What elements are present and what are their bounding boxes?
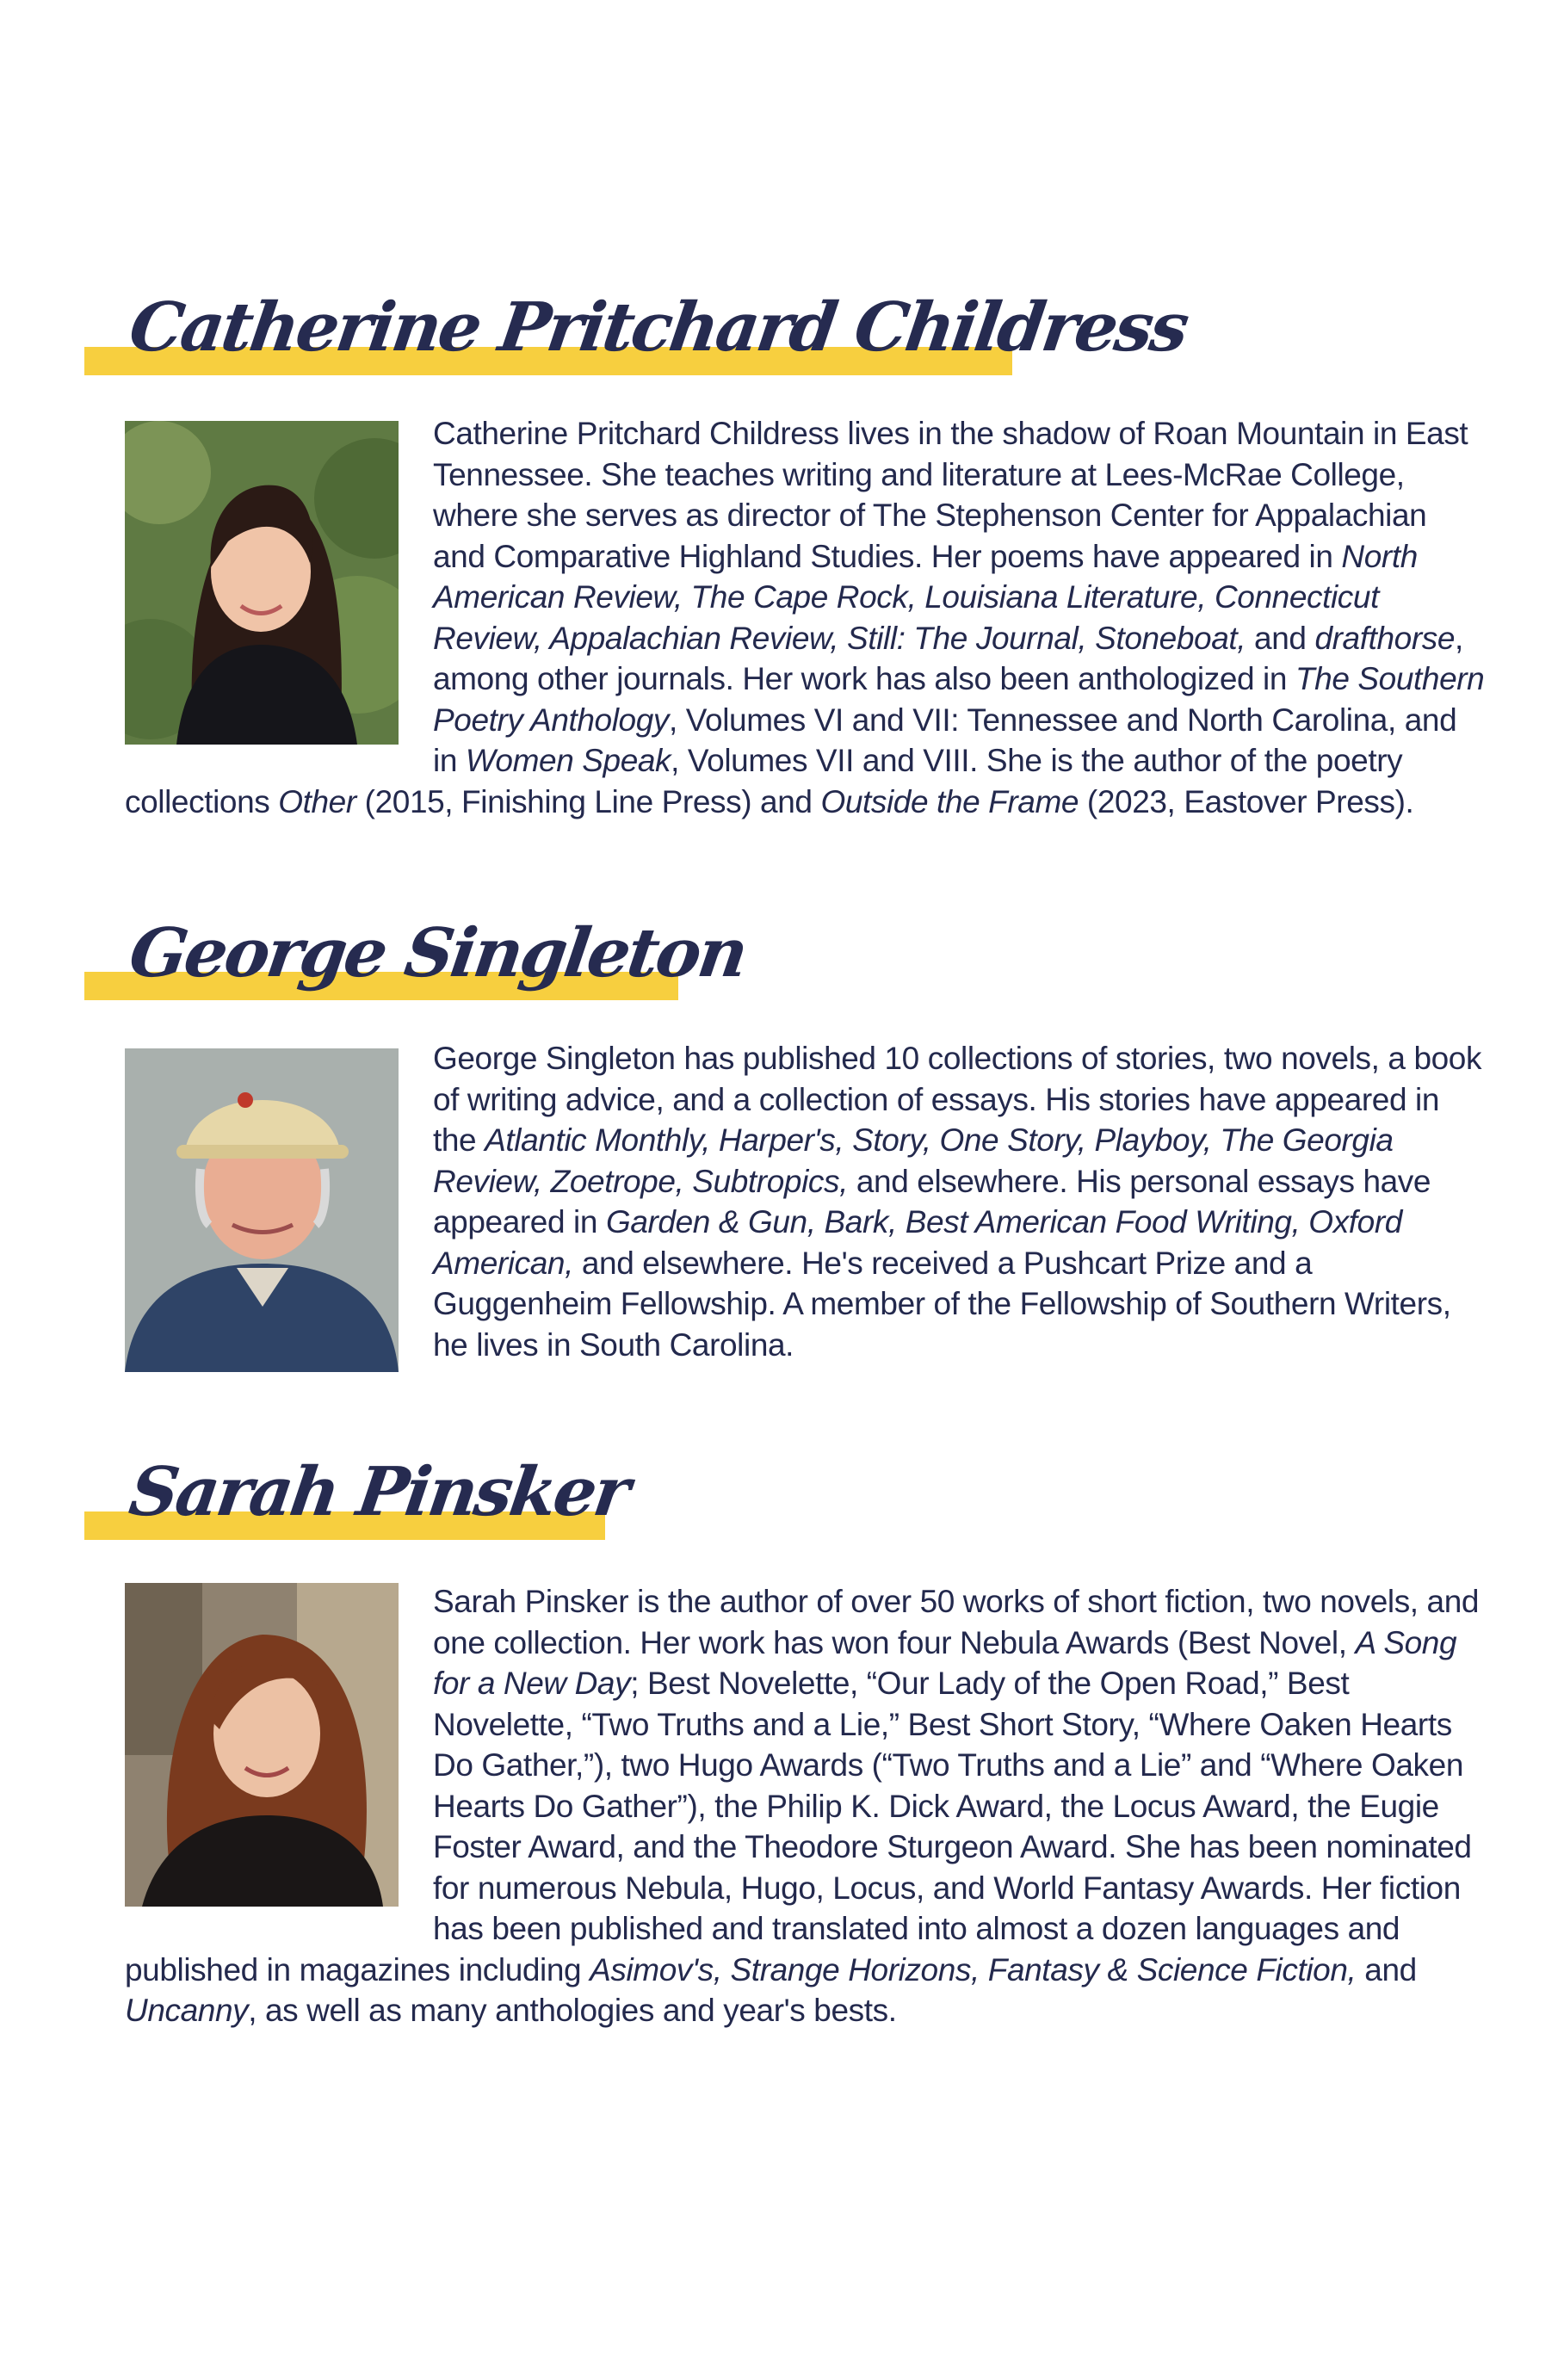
author-bio xyxy=(125,1038,1485,1365)
bio-text-run: and xyxy=(1356,1951,1417,1987)
bio-italic-run: Other xyxy=(278,783,356,819)
bio-text-run: and elsewhere. His personal essays have appeared in xyxy=(433,1163,1431,1239)
bio-italic-run: drafthorse xyxy=(1314,620,1456,656)
author-name: Catherine Pritchard Childress xyxy=(125,288,1192,367)
bio-italic-run: North American Review, The Cape Rock, Louisiana Literature, Connecticut Review, Appalachian Review, Still: The Journal, Stoneboat, xyxy=(433,538,1418,656)
bio-text-run: Catherine Pritchard Childress lives in the shadow of Roan Mountain in East Tennessee. She teaches writing and literature at Lees-McRae College, where she serves as director of The Stephenson Center for Appalachian and Comparative Highland Studies. Her poems have appeared in xyxy=(433,416,1468,574)
author-name: Sarah Pinsker xyxy=(125,1453,633,1531)
author-bio xyxy=(125,1581,1485,2031)
bio-italic-run: Asimov's, Strange Horizons, Fantasy & Science Fiction, xyxy=(590,1951,1357,1987)
bio-text-run: (2015, Finishing Line Press) and xyxy=(355,783,821,819)
bio-text-run: (2023, Eastover Press). xyxy=(1079,783,1414,819)
bio-italic-run: The Southern Poetry Anthology xyxy=(433,661,1485,738)
bio-italic-run: Uncanny xyxy=(125,1993,249,2028)
bio-italic-run: A Song for a New Day xyxy=(433,1624,1457,1701)
author-name: George Singleton xyxy=(125,914,751,992)
bio-text-run: , Volumes VII and VIII. She is the author of the poetry collections xyxy=(125,743,1403,819)
bio-text-run: and xyxy=(1246,620,1315,656)
bio-text-run: , Volumes VI and VII: Tennessee and North Carolina, and in xyxy=(433,702,1457,778)
bio-text-run: ; Best Novelette, “Our Lady of the Open Road,” Best Novelette, “Two Truths and a Lie,” Best Short Story, “Where Oaken Hearts Do Gather,”), two Hugo Awards (“Two Truths and a Lie” and “Where Oaken Hearts Do Gather”), the Philip K. Dick Award, the Locus Award, the Eugie Foster Award, and the Theodore Sturgeon Award. She has been nominated for numerous Nebula, Hugo, Locus, and World Fantasy Awards. Her fiction has been published and translated into almost a dozen languages and published in magazines including xyxy=(125,1666,1472,1987)
bio-italic-run: Garden & Gun, Bark, Best American Food Writing, Oxford American, xyxy=(433,1204,1402,1281)
bio-text-run: and elsewhere. He's received a Pushcart Prize and a Guggenheim Fellowship. A member of the Fellowship of Southern Writers, he lives in South Carolina. xyxy=(433,1245,1451,1363)
bio-text-run: George Singleton has published 10 collections of stories, two novels, a book of writing advice, and a collection of essays. His stories have appeared in the xyxy=(433,1041,1482,1158)
bio-italic-run: Atlantic Monthly, Harper's, Story, One Story, Playboy, The Georgia Review, Zoetrope, Subtropics, xyxy=(433,1122,1394,1199)
author-bio xyxy=(125,413,1485,822)
bio-italic-run: Women Speak xyxy=(465,743,671,778)
bio-text-run: Sarah Pinsker is the author of over 50 works of short fiction, two novels, and one collection. Her work has won four Nebula Awards (Best Novel, xyxy=(433,1584,1480,1660)
bio-text-run: , as well as many anthologies and year's bests. xyxy=(248,1993,897,2028)
photo-wrap-spacer xyxy=(125,413,433,778)
photo-wrap-spacer xyxy=(125,1038,433,1365)
bio-text-run: , among other journals. Her work has also been anthologized in xyxy=(433,620,1463,696)
bio-italic-run: Outside the Frame xyxy=(820,783,1079,819)
photo-wrap-spacer xyxy=(125,1581,433,1946)
